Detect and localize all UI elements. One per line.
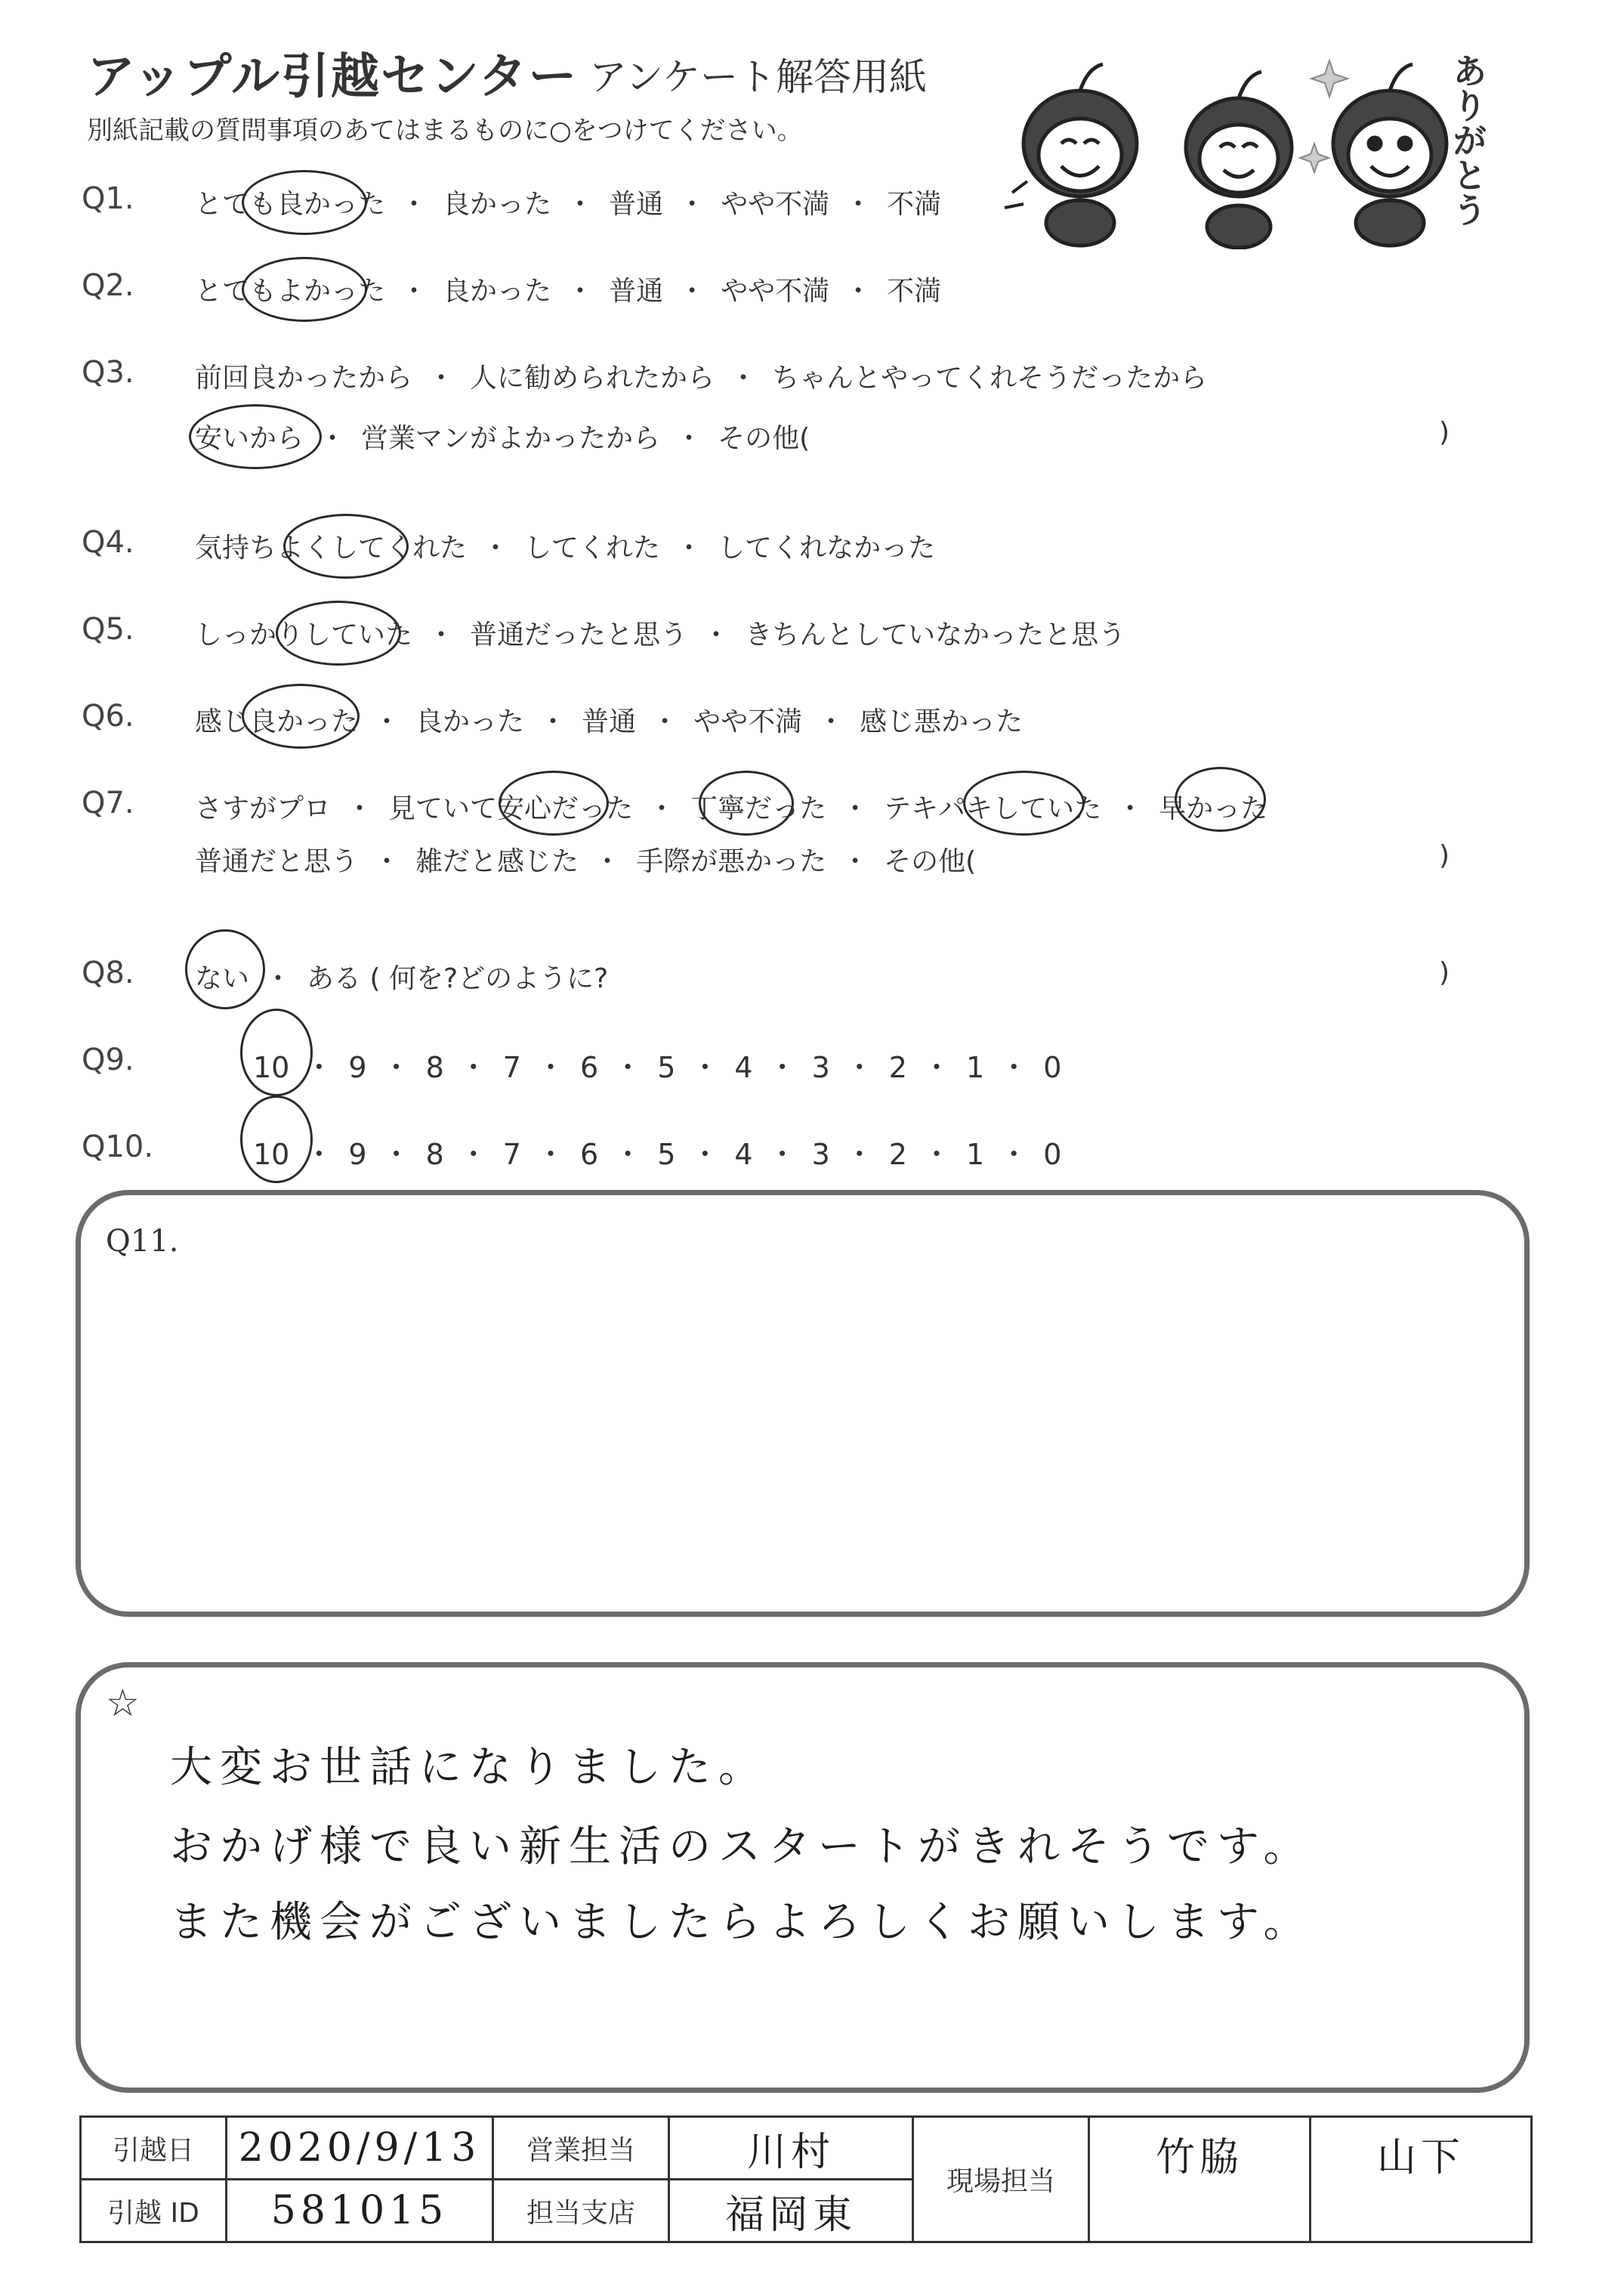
- sales-value[interactable]: 川村: [669, 2117, 913, 2180]
- q10-option-2[interactable]: 2: [888, 1138, 907, 1171]
- q9-label: Q9.: [82, 1043, 134, 1077]
- q9-option-6[interactable]: 6: [579, 1051, 599, 1084]
- form-instructions: 別紙記載の質問事項のあてはまるものに○をつけてください。: [87, 116, 803, 146]
- q10-label: Q10.: [82, 1130, 154, 1164]
- field-staff-label: 現場担当: [913, 2117, 1089, 2242]
- q6-option-4[interactable]: やや不満: [693, 706, 803, 737]
- comment-line-3: また機会がございましたらよろしくお願いします。: [170, 1898, 1314, 1947]
- q6-options: 感じ良かった ・ 良かった ・ 普通 ・ やや不満 ・ 感じ悪かった: [195, 706, 1023, 737]
- q3-option-3[interactable]: ちゃんとやってくれそうだったから: [772, 363, 1208, 394]
- q10-option-6[interactable]: 6: [579, 1138, 599, 1171]
- q9-options: 10 ・ 9 ・ 8 ・ 7 ・ 6 ・ 5 ・ 4 ・ 3 ・ 2 ・ 1 ・ 0: [253, 1051, 1062, 1084]
- q7-paren-close: ): [1439, 840, 1450, 871]
- q7-label: Q7.: [82, 786, 134, 820]
- q6-option-3[interactable]: 普通: [582, 706, 637, 737]
- q7-options-line-2: 普通だと思う ・ 雑だと感じた ・ 手際が悪かった ・ その他(: [195, 846, 977, 877]
- q8-option-2[interactable]: ある ( 何を?どのように?: [307, 963, 609, 994]
- q3-options-line-1: 前回良かったから ・ 人に勧められたから ・ ちゃんとやってくれそうだったから: [195, 363, 1208, 394]
- q3-option-4[interactable]: 安いから: [195, 423, 304, 454]
- q7-option-5[interactable]: 早かった: [1159, 793, 1268, 824]
- q6-option-1[interactable]: 感じ良かった: [195, 706, 359, 737]
- q2-option-5[interactable]: 不満: [887, 276, 942, 307]
- comment-line-2: おかげ様で良い新生活のスタートがきれそうです。: [170, 1822, 1314, 1871]
- q3-option-other[interactable]: その他(: [718, 423, 810, 454]
- q10-option-5[interactable]: 5: [657, 1138, 676, 1171]
- q9-option-9[interactable]: 9: [348, 1051, 367, 1084]
- q1-option-5[interactable]: 不満: [887, 189, 942, 220]
- q3-label: Q3.: [82, 355, 134, 390]
- q9-option-0[interactable]: 0: [1043, 1051, 1062, 1084]
- q8-paren-close: ): [1439, 957, 1450, 988]
- q2-options: とてもよかった ・ 良かった ・ 普通 ・ やや不満 ・ 不満: [195, 276, 942, 307]
- q9-option-2[interactable]: 2: [888, 1051, 907, 1084]
- q10-option-4[interactable]: 4: [734, 1138, 753, 1171]
- q6-option-2[interactable]: 良かった: [415, 706, 525, 737]
- q4-option-3[interactable]: してくれなかった: [718, 533, 936, 564]
- q9-option-5[interactable]: 5: [657, 1051, 676, 1084]
- q4-label: Q4.: [82, 525, 134, 560]
- q7-options-line-1: さすがプロ ・ 見ていて安心だった ・ 丁寧だった ・ テキパキしていた ・ 早かった: [195, 793, 1268, 824]
- q6-option-5[interactable]: 感じ悪かった: [860, 706, 1023, 737]
- q1-option-4[interactable]: やや不満: [721, 189, 830, 220]
- q9-option-10[interactable]: 10: [253, 1051, 290, 1084]
- q10-option-9[interactable]: 9: [348, 1138, 367, 1171]
- q10-option-1[interactable]: 1: [966, 1138, 985, 1171]
- q9-option-7[interactable]: 7: [502, 1051, 521, 1084]
- q10-option-0[interactable]: 0: [1043, 1138, 1062, 1171]
- q8-option-1[interactable]: ない: [195, 963, 250, 994]
- q5-option-3[interactable]: きちんとしていなかったと思う: [745, 620, 1126, 651]
- q7-option-6[interactable]: 普通だと思う: [195, 846, 359, 877]
- field-staff-1-value[interactable]: 竹脇: [1089, 2117, 1311, 2242]
- q7-option-8[interactable]: 手際が悪かった: [636, 846, 827, 877]
- comment-line-1: 大変お世話になりました。: [170, 1743, 768, 1792]
- q9-option-3[interactable]: 3: [811, 1051, 830, 1084]
- q7-option-4[interactable]: テキパキしていた: [884, 793, 1102, 824]
- q2-option-1[interactable]: とてもよかった: [195, 276, 386, 307]
- q9-option-1[interactable]: 1: [966, 1051, 985, 1084]
- q9-option-8[interactable]: 8: [425, 1051, 444, 1084]
- q10-options: 10 ・ 9 ・ 8 ・ 7 ・ 6 ・ 5 ・ 4 ・ 3 ・ 2 ・ 1 ・ 0: [253, 1138, 1062, 1171]
- q7-option-2[interactable]: 見ていて安心だった: [388, 793, 634, 824]
- q3-option-2[interactable]: 人に勧められたから: [470, 363, 715, 394]
- q5-option-1[interactable]: しっかりしていた: [195, 620, 413, 651]
- form-title: アップル引越センター: [87, 49, 579, 105]
- q4-option-2[interactable]: してくれた: [524, 533, 661, 564]
- move-date-value[interactable]: 2020/9/13: [227, 2117, 493, 2180]
- q10-option-10[interactable]: 10: [253, 1138, 290, 1171]
- q7-option-7[interactable]: 雑だと感じた: [415, 846, 579, 877]
- thanks-lettering: ありがとう: [1447, 53, 1488, 227]
- q5-label: Q5.: [82, 612, 134, 647]
- q10-option-3[interactable]: 3: [811, 1138, 830, 1171]
- q4-options: 気持ちよくしてくれた ・ してくれた ・ してくれなかった: [195, 533, 936, 564]
- q8-options: ない ・ ある ( 何を?どのように?: [195, 963, 609, 994]
- q7-option-other[interactable]: その他(: [884, 846, 977, 877]
- move-id-label: 引越 ID: [81, 2180, 227, 2242]
- q2-option-4[interactable]: やや不満: [721, 276, 830, 307]
- q8-label: Q8.: [82, 956, 134, 990]
- q2-option-2[interactable]: 良かった: [443, 276, 552, 307]
- q10-option-7[interactable]: 7: [502, 1138, 521, 1171]
- q3-option-5[interactable]: 営業マンがよかったから: [361, 423, 661, 454]
- q1-option-2[interactable]: 良かった: [443, 189, 552, 220]
- q9-option-4[interactable]: 4: [734, 1051, 753, 1084]
- q3-option-1[interactable]: 前回良かったから: [195, 363, 413, 394]
- q3-paren-close: ): [1439, 417, 1450, 448]
- comment-box[interactable]: [76, 1662, 1530, 2093]
- q2-label: Q2.: [82, 268, 134, 303]
- footer-table: [79, 2115, 1533, 2243]
- move-id-value[interactable]: 581015: [227, 2180, 493, 2242]
- q7-option-3[interactable]: 丁寧だった: [690, 793, 827, 824]
- q5-options: しっかりしていた ・ 普通だったと思う ・ きちんとしていなかったと思う: [195, 620, 1126, 651]
- field-staff-2-value[interactable]: 山下: [1311, 2117, 1532, 2242]
- q1-option-1[interactable]: とても良かった: [195, 189, 386, 220]
- q4-option-1[interactable]: 気持ちよくしてくれた: [195, 533, 468, 564]
- q11-label: Q11.: [106, 1224, 179, 1259]
- branch-label: 担当支店: [493, 2180, 669, 2242]
- q3-options-line-2: 安いから ・ 営業マンがよかったから ・ その他(: [195, 423, 810, 454]
- monkey-mascots-illustration: [997, 30, 1480, 249]
- q10-option-8[interactable]: 8: [425, 1138, 444, 1171]
- branch-value[interactable]: 福岡東: [669, 2180, 913, 2242]
- q11-answer-box[interactable]: [76, 1190, 1530, 1617]
- q1-option-3[interactable]: 普通: [609, 189, 664, 220]
- q7-option-1[interactable]: さすがプロ: [195, 793, 332, 824]
- q2-option-3[interactable]: 普通: [609, 276, 664, 307]
- q5-option-2[interactable]: 普通だったと思う: [470, 620, 688, 651]
- q6-label: Q6.: [82, 699, 134, 734]
- q1-label: Q1.: [82, 181, 134, 216]
- q1-options: とても良かった ・ 良かった ・ 普通 ・ やや不満 ・ 不満: [195, 189, 942, 220]
- form-subtitle: アンケート解答用紙: [589, 55, 927, 99]
- sales-label: 営業担当: [493, 2117, 669, 2180]
- move-date-label: 引越日: [81, 2117, 227, 2180]
- star-icon: ☆: [106, 1681, 140, 1725]
